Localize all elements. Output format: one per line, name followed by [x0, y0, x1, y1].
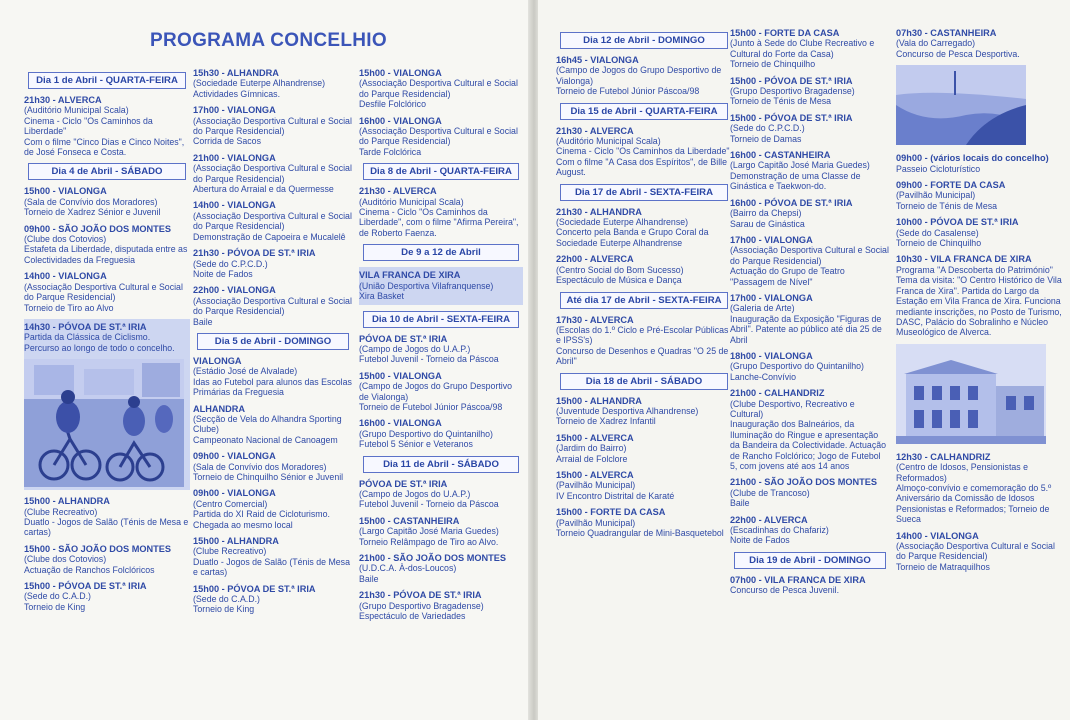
event-detail: (Auditório Municipal Scala): [24, 105, 129, 116]
event-detail: Cinema - Ciclo "Os Caminhos da Liberdade": [556, 146, 730, 157]
event-detail: Corrida de Sacos: [193, 136, 261, 147]
event-entry: [896, 217, 1062, 248]
event-detail: Actividades Gímnicas.: [193, 88, 281, 99]
event-entry: [556, 470, 732, 501]
event-entry: [359, 590, 523, 621]
event-time-place: 07h00 - VILA FRANCA DE XIRA: [730, 574, 866, 585]
event-detail: (Clube Desportivo, Recreativo e Cultural): [730, 398, 855, 419]
event-time-place: 21h30 - ALVERCA: [556, 125, 634, 136]
event-time-place: VILA FRANCA DE XIRA: [359, 270, 461, 281]
event-entry: [193, 451, 353, 482]
event-detail: (Junto à Sede do Clube Recreativo e Cultural do Forte da Casa): [730, 38, 875, 59]
event-detail: Duatlo - Jogos de Salão (Ténis de Mesa e cartas): [24, 516, 189, 538]
event-time-place: 14h00 - VIALONGA: [193, 200, 276, 211]
event-detail: (Clube dos Cotovios): [24, 554, 107, 565]
event-entry: [556, 207, 732, 249]
event-time-place: 15h00 - FORTE DA CASA: [556, 507, 666, 518]
event-detail: Torneio Quadrangular de Mini-Basquetebol: [556, 528, 724, 538]
event-time-place: 21h30 - ALHANDRA: [556, 206, 642, 217]
event-entry: [359, 479, 523, 510]
event-detail: Percurso ao longo de todo o concelho.: [24, 342, 175, 353]
event-detail: (Campo de Jogos do Grupo Desportivo de Vialonga): [556, 65, 722, 86]
event-detail: (Associação Desportiva Cultural e Social do Parque Residencial): [896, 540, 1055, 562]
event-entry: [556, 315, 732, 367]
event-detail: Torneio de Ténis de Mesa: [730, 96, 832, 107]
event-time-place: 09h00 - VIALONGA: [193, 488, 276, 499]
event-time-place: 15h00 - ALVERCA: [556, 469, 634, 480]
day-header: Dia 17 de Abril - SEXTA-FEIRA: [560, 184, 728, 201]
event-detail: (Sala de Convívio dos Moradores): [193, 461, 327, 472]
event-time-place: 15h00 - PÓVOA DE ST.ª IRIA: [730, 112, 853, 123]
event-entry: [24, 496, 190, 538]
day-header: Dia 4 de Abril - SÁBADO: [28, 163, 186, 180]
event-time-place: 15h00 - ALHANDRA: [193, 536, 279, 547]
event-time-place: 17h00 - VIALONGA: [193, 105, 276, 116]
event-entry: [193, 584, 353, 615]
event-detail: (Secção de Vela do Alhandra Sporting Clube): [193, 413, 342, 435]
event-time-place: 18h00 - VIALONGA: [730, 350, 813, 361]
event-entry: [359, 186, 523, 238]
event-detail: Torneio de Chinquilho: [896, 238, 982, 249]
event-detail: Baile: [359, 573, 379, 584]
column-left-3: [359, 68, 523, 627]
event-time-place: 21h30 - ALVERCA: [359, 186, 437, 197]
day-header: Dia 11 de Abril - SÁBADO: [363, 456, 519, 473]
event-detail: Almoço-convívio e comemoração do 5.º Aniversário da Comissão de Idosos Pensionistas e Reformados; Torneio de Sueca: [896, 482, 1052, 525]
event-detail: (Juventude Desportiva Alhandrense): [556, 405, 699, 416]
event-time-place: 21h00 - VIALONGA: [193, 152, 276, 163]
event-detail: (Clube Recreativo): [193, 546, 267, 557]
event-entry: [193, 68, 353, 99]
cyclists-photo: [24, 359, 190, 487]
event-entry: [896, 28, 1062, 59]
event-entry: [193, 356, 353, 398]
event-detail: (Pavilhão Municipal): [556, 480, 636, 491]
day-header: Dia 10 de Abril - SEXTA-FEIRA: [363, 311, 519, 328]
event-detail: Arraial de Folclore: [556, 453, 628, 464]
event-detail: (Estádio José de Alvalade): [193, 366, 298, 377]
event-detail: Idas ao Futebol para alunos das Escolas Primárias da Freguesia: [193, 376, 352, 398]
event-entry: [896, 254, 1062, 337]
event-detail: (Largo Capitão José Maria Guedes): [359, 526, 499, 537]
event-time-place: 15h00 - PÓVOA DE ST.ª IRIA: [193, 583, 316, 594]
event-detail: Xira Basket: [359, 291, 404, 302]
event-entry: [193, 153, 353, 195]
event-detail: IV Encontro Distrital de Karaté: [556, 490, 675, 501]
event-detail: (Associação Desportiva Cultural e Social do Parque Residencial): [24, 281, 183, 303]
event-detail: (Bairro da Chepsi): [730, 208, 802, 219]
event-time-place: 16h00 - VIALONGA: [359, 418, 442, 429]
event-detail: Estafeta da Liberdade, disputada entre as Colectividades da Freguesia: [24, 244, 188, 265]
program-title: PROGRAMA CONCELHIO: [150, 30, 387, 51]
event-time-place: 17h30 - ALVERCA: [556, 314, 634, 325]
event-detail: Cinema - Ciclo "Os Caminhos da Liberdade": [24, 115, 153, 137]
event-time-place: 16h00 - VIALONGA: [359, 115, 442, 126]
event-entry: [193, 105, 353, 147]
event-entry: [359, 267, 523, 304]
event-entry: [359, 371, 523, 413]
event-time-place: 21h30 - PÓVOA DE ST.ª IRIA: [193, 248, 316, 259]
event-detail: Inauguração dos Balneários, da Iluminação do Ringue e apresentação da Bandeira da Colectividade. Actuação de Rancho Folclórico; Jogo de Futebol 5, com jovens até aos 14 anos: [730, 419, 887, 472]
event-entry: [730, 198, 890, 229]
event-detail: (Grupo Desportivo do Quintanilho): [730, 361, 864, 372]
event-entry: [730, 293, 890, 345]
column-left-1: [24, 0, 190, 618]
event-entry: [730, 76, 890, 107]
event-detail: Futebol Juvenil - Torneio da Páscoa: [359, 499, 499, 510]
event-entry: [24, 224, 190, 266]
event-time-place: 22h00 - ALVERCA: [730, 514, 808, 525]
column-left-2: [193, 68, 353, 621]
event-detail: Actuação de Ranchos Folclóricos: [24, 564, 155, 575]
event-entry: [359, 553, 523, 584]
event-detail: (Auditório Municipal Scala): [359, 196, 464, 207]
event-detail: (Jardim do Bairro): [556, 443, 627, 454]
event-detail: Torneio de Xadrez Infantil: [556, 416, 656, 427]
event-entry: [730, 113, 890, 144]
event-detail: (Sala de Convívio dos Moradores): [24, 196, 158, 207]
event-detail: Noite de Fados: [193, 268, 253, 279]
event-detail: Torneio de Matraquilhos: [896, 561, 990, 572]
event-detail: (Sociedade Euterpe Alhandrense): [556, 217, 689, 228]
event-detail: (Auditório Municipal Scala): [556, 136, 661, 147]
event-detail: Baile: [730, 498, 750, 509]
event-time-place: 10h00 - PÓVOA DE ST.ª IRIA: [896, 217, 1019, 228]
event-detail: (Sociedade Euterpe Alhandrense): [193, 78, 326, 89]
event-time-place: 17h00 - VIALONGA: [730, 292, 813, 303]
event-entry: [193, 536, 353, 578]
event-time-place: 22h00 - ALVERCA: [556, 254, 634, 265]
event-time-place: PÓVOA DE ST.ª IRIA: [359, 478, 448, 489]
event-detail: (Escadinhas do Chafariz): [730, 525, 829, 536]
event-detail: (U.D.C.A. À-dos-Loucos): [359, 563, 457, 574]
event-detail: Passeio Cicloturístico: [896, 163, 981, 174]
event-detail: Concurso de Pesca Desportiva.: [896, 48, 1020, 59]
event-entry: [556, 507, 732, 538]
event-time-place: 14h30 - PÓVOA DE ST.ª IRIA: [24, 321, 147, 332]
event-time-place: ALHANDRA: [193, 403, 246, 414]
event-detail: (Centro Social do Bom Sucesso): [556, 264, 684, 275]
event-detail: (Grupo Desportivo Bragadense): [359, 600, 484, 611]
day-header: Dia 18 de Abril - SÁBADO: [560, 373, 728, 390]
event-time-place: 15h00 - FORTE DA CASA: [730, 28, 840, 38]
event-time-place: 21h00 - CALHANDRIZ: [730, 388, 825, 399]
event-detail: Torneio de Tiro ao Alvo: [24, 302, 114, 313]
event-detail: Concerto pela Banda e Grupo Coral da Sociedade Euterpe Alhandrense: [556, 227, 709, 248]
event-entry: [24, 271, 190, 313]
day-header: Dia 8 de Abril - QUARTA-FEIRA: [363, 163, 519, 180]
river-photo: [896, 65, 1062, 145]
event-entry: [730, 28, 890, 70]
event-detail: Demonstração de uma Classe de Ginástica e Taekwon-do.: [730, 170, 861, 192]
page-title-block: [150, 30, 410, 52]
event-time-place: 15h00 - VIALONGA: [359, 370, 442, 381]
event-detail: (Largo Capitão José Maria Guedes): [730, 160, 870, 171]
event-entry: [730, 515, 890, 546]
event-entry: [359, 516, 523, 547]
event-entry: [193, 285, 353, 327]
event-entry: [730, 351, 890, 382]
event-detail: Espectáculo de Variedades: [359, 611, 466, 622]
event-detail: (União Desportiva Vilafranquense): [359, 280, 494, 291]
event-detail: Noite de Fados: [730, 535, 790, 546]
event-time-place: 07h30 - CASTANHEIRA: [896, 28, 997, 38]
event-detail: Tema da visita: "O Centro Histórico de Vila Franca de Xira". Partida do Largo da Estação em Vila Franca de Xira. Funciona mediante inscrições, no Posto de Turismo, DASC, Palácio do Sobralinho e Núcleo Museológico de Alverca.: [896, 275, 1062, 338]
event-time-place: 21h30 - ALVERCA: [24, 95, 102, 105]
event-detail: (Sede do C.P.C.D.): [193, 258, 268, 269]
event-entry: [193, 248, 353, 279]
event-detail: (Sede do C.A.D.): [24, 591, 91, 602]
event-entry: [896, 452, 1062, 525]
event-detail: (Associação Desportiva Cultural e Social do Parque Residencial): [730, 245, 889, 266]
event-time-place: 17h00 - VIALONGA: [730, 234, 813, 245]
day-header: Dia 15 de Abril - QUARTA-FEIRA: [560, 103, 728, 120]
event-time-place: 14h00 - VIALONGA: [24, 271, 107, 282]
event-entry: [556, 55, 732, 97]
event-detail: (Associação Desportiva Cultural e Social do Parque Residencial): [193, 210, 352, 232]
event-time-place: 15h30 - ALHANDRA: [193, 68, 279, 78]
event-time-place: 15h00 - CASTANHEIRA: [359, 515, 460, 526]
event-time-place: 21h30 - PÓVOA DE ST.ª IRIA: [359, 590, 482, 601]
event-time-place: 15h00 - VIALONGA: [24, 186, 107, 197]
event-detail: Abertura do Arraial e da Quermesse: [193, 184, 334, 195]
event-time-place: 15h00 - PÓVOA DE ST.ª IRIA: [24, 580, 147, 591]
event-entry: [896, 153, 1062, 174]
event-entry: [24, 581, 190, 612]
event-entry: [193, 404, 353, 446]
event-detail: (Sede do C.A.D.): [193, 594, 260, 605]
event-detail: Espectáculo de Música e Dança: [556, 275, 682, 286]
event-detail: (Campo de Jogos do U.A.P.): [359, 343, 471, 354]
event-entry: [730, 477, 890, 508]
event-detail: Torneio de Futebol Júnior Páscoa/98: [556, 86, 700, 97]
event-time-place: 09h00 - SÃO JOÃO DOS MONTES: [24, 223, 172, 234]
event-detail: Partida do XI Raid de Cicloturismo.: [193, 509, 330, 520]
event-detail: Partida da Clássica de Ciclismo.: [24, 332, 151, 343]
event-detail: Lanche-Convívio: [730, 371, 797, 382]
event-detail: Campeonato Nacional de Canoagem: [193, 434, 338, 445]
day-header: Dia 5 de Abril - DOMINGO: [197, 333, 349, 350]
event-detail: Torneio de King: [24, 601, 86, 612]
event-detail: Futebol 5 Sénior e Veteranos: [359, 439, 473, 450]
event-detail: Tarde Folclórica: [359, 146, 422, 157]
right-page: [538, 0, 1070, 720]
event-detail: (Associação Desportiva Cultural e Social do Parque Residencial): [359, 78, 518, 99]
event-detail: Programa "A Descoberta do Património": [896, 264, 1053, 275]
event-entry: [24, 319, 190, 490]
event-detail: Concurso de Pesca Juvenil.: [730, 585, 840, 596]
event-detail: (Galeria de Arte): [730, 303, 795, 314]
building-photo: [896, 344, 1062, 444]
event-time-place: 09h00 - (vários locais do concelho): [896, 153, 1049, 164]
column-right-3: [896, 28, 1062, 578]
event-time-place: 16h45 - VIALONGA: [556, 55, 639, 65]
left-page: [0, 0, 530, 720]
event-entry: [730, 150, 890, 192]
event-detail: (Associação Desportiva Cultural e Social do Parque Residencial): [193, 115, 352, 137]
event-time-place: 22h00 - VIALONGA: [193, 285, 276, 296]
event-time-place: VIALONGA: [193, 355, 242, 366]
event-detail: (Sede do C.P.C.D.): [730, 123, 805, 134]
event-detail: Chegada ao mesmo local: [193, 519, 293, 530]
event-time-place: 16h00 - CASTANHEIRA: [730, 150, 831, 161]
event-detail: Cinema - Ciclo "Os Caminhos da Liberdade", com o filme "Afirma Pereira", de Roberto Faenza.: [359, 207, 519, 238]
column-right-1: [556, 28, 732, 544]
day-header: De 9 a 12 de Abril: [363, 244, 519, 261]
event-detail: (Pavilhão Municipal): [556, 517, 636, 528]
event-detail: (Associação Desportiva Cultural e Social do Parque Residencial): [193, 295, 352, 317]
event-detail: (Clube Recreativo): [24, 506, 98, 517]
day-header: Até dia 17 de Abril - SEXTA-FEIRA: [560, 292, 728, 309]
event-time-place: 10h30 - VILA FRANCA DE XIRA: [896, 254, 1032, 265]
event-entry: [556, 396, 732, 427]
event-time-place: 21h00 - SÃO JOÃO DOS MONTES: [359, 553, 507, 563]
event-time-place: 15h00 - SÃO JOÃO DOS MONTES: [24, 543, 172, 554]
event-entry: [359, 334, 523, 365]
day-header: Dia 12 de Abril - DOMINGO: [560, 32, 728, 49]
event-entry: [24, 95, 190, 157]
event-entry: [556, 433, 732, 464]
event-time-place: 21h00 - SÃO JOÃO DOS MONTES: [730, 477, 878, 488]
event-detail: (Grupo Desportivo Bragadense): [730, 86, 855, 97]
event-time-place: 09h00 - VIALONGA: [193, 451, 276, 462]
event-time-place: 15h00 - PÓVOA DE ST.ª IRIA: [730, 75, 853, 86]
event-time-place: 15h00 - ALVERCA: [556, 432, 634, 443]
event-detail: (Associação Desportiva Cultural e Social do Parque Residencial): [193, 163, 352, 184]
event-entry: [193, 488, 353, 530]
event-detail: (Clube de Trancoso): [730, 487, 810, 498]
event-detail: Baile: [193, 316, 213, 327]
event-detail: Com o filme "Cinco Dias e Cinco Noites", de José Fonseca e Costa.: [24, 136, 185, 158]
event-time-place: 12h30 - CALHANDRIZ: [896, 451, 991, 462]
event-detail: Torneio de Xadrez Sénior e Juvenil: [24, 207, 161, 218]
event-detail: Concurso de Desenhos e Quadras "O 25 de Abril": [556, 345, 729, 367]
event-detail: Torneio Relâmpago de Tiro ao Alvo.: [359, 536, 499, 547]
event-entry: [24, 186, 190, 217]
event-entry: [359, 68, 523, 110]
event-detail: Inauguração da Exposição "Figuras de Abril". Patente ao público até dia 25 de Abril: [730, 313, 882, 345]
event-detail: Sarau de Ginástica: [730, 218, 805, 229]
event-detail: Desfile Folclórico: [359, 99, 426, 110]
event-detail: (Pavilhão Municipal): [896, 190, 976, 201]
event-entry: [730, 235, 890, 287]
event-detail: (Clube dos Cotovios): [24, 234, 107, 245]
event-entry: [359, 418, 523, 449]
event-detail: Actuação do Grupo de Teatro "Passagem de Nível": [730, 266, 845, 287]
day-header: Dia 19 de Abril - DOMINGO: [734, 552, 886, 569]
event-detail: Torneio de King: [193, 604, 255, 615]
column-right-2: [730, 28, 890, 602]
event-detail: Torneio de Ténis de Mesa: [896, 200, 998, 211]
event-entry: [896, 180, 1062, 211]
event-detail: Torneio de Chinquilho Sénior e Juvenil: [193, 472, 344, 482]
event-detail: (Centro Comercial): [193, 498, 268, 509]
event-detail: Futebol Juvenil - Torneio da Páscoa: [359, 354, 499, 365]
event-entry: [24, 544, 190, 575]
event-time-place: PÓVOA DE ST.ª IRIA: [359, 333, 448, 344]
event-detail: (Escolas do 1.º Ciclo e Pré-Escolar Públicas e IPSS's): [556, 324, 729, 346]
event-detail: Demonstração de Capoeira e Mucalelê: [193, 231, 346, 242]
event-detail: Torneio de Damas: [730, 133, 802, 144]
event-detail: (Associação Desportiva Cultural e Social do Parque Residencial): [359, 126, 518, 147]
event-detail: (Vala do Carregado): [896, 38, 976, 49]
event-entry: [730, 388, 890, 471]
day-header: Dia 1 de Abril - QUARTA-FEIRA: [28, 72, 186, 89]
event-entry: [556, 126, 732, 178]
event-detail: (Grupo Desportivo do Quintanilho): [359, 428, 493, 439]
event-entry: [193, 200, 353, 242]
event-time-place: 09h00 - FORTE DA CASA: [896, 180, 1006, 191]
event-entry: [730, 575, 890, 596]
event-detail: Com o filme "A Casa dos Espíritos", de Bille August.: [556, 156, 728, 178]
event-time-place: 15h00 - ALHANDRA: [24, 496, 110, 507]
event-time-place: 15h00 - VIALONGA: [359, 68, 442, 78]
event-time-place: 15h00 - ALHANDRA: [556, 395, 642, 406]
event-entry: [359, 116, 523, 158]
event-detail: Duatlo - Jogos de Salão (Ténis de Mesa e cartas): [193, 556, 350, 578]
event-detail: (Campo de Jogos do U.A.P.): [359, 488, 471, 499]
event-time-place: 16h00 - PÓVOA DE ST.ª IRIA: [730, 197, 853, 208]
event-detail: Torneio de Futebol Júnior Páscoa/98: [359, 401, 503, 412]
event-detail: (Centro de Idosos, Pensionistas e Reformados): [896, 462, 1029, 483]
event-detail: (Campo de Jogos do Grupo Desportivo de Vialonga): [359, 381, 513, 402]
event-detail: Torneio de Chinquilho: [730, 59, 816, 70]
event-time-place: 14h00 - VIALONGA: [896, 530, 979, 541]
event-entry: [556, 254, 732, 285]
event-entry: [896, 531, 1062, 573]
event-detail: (Sede do Casalense): [896, 227, 979, 238]
